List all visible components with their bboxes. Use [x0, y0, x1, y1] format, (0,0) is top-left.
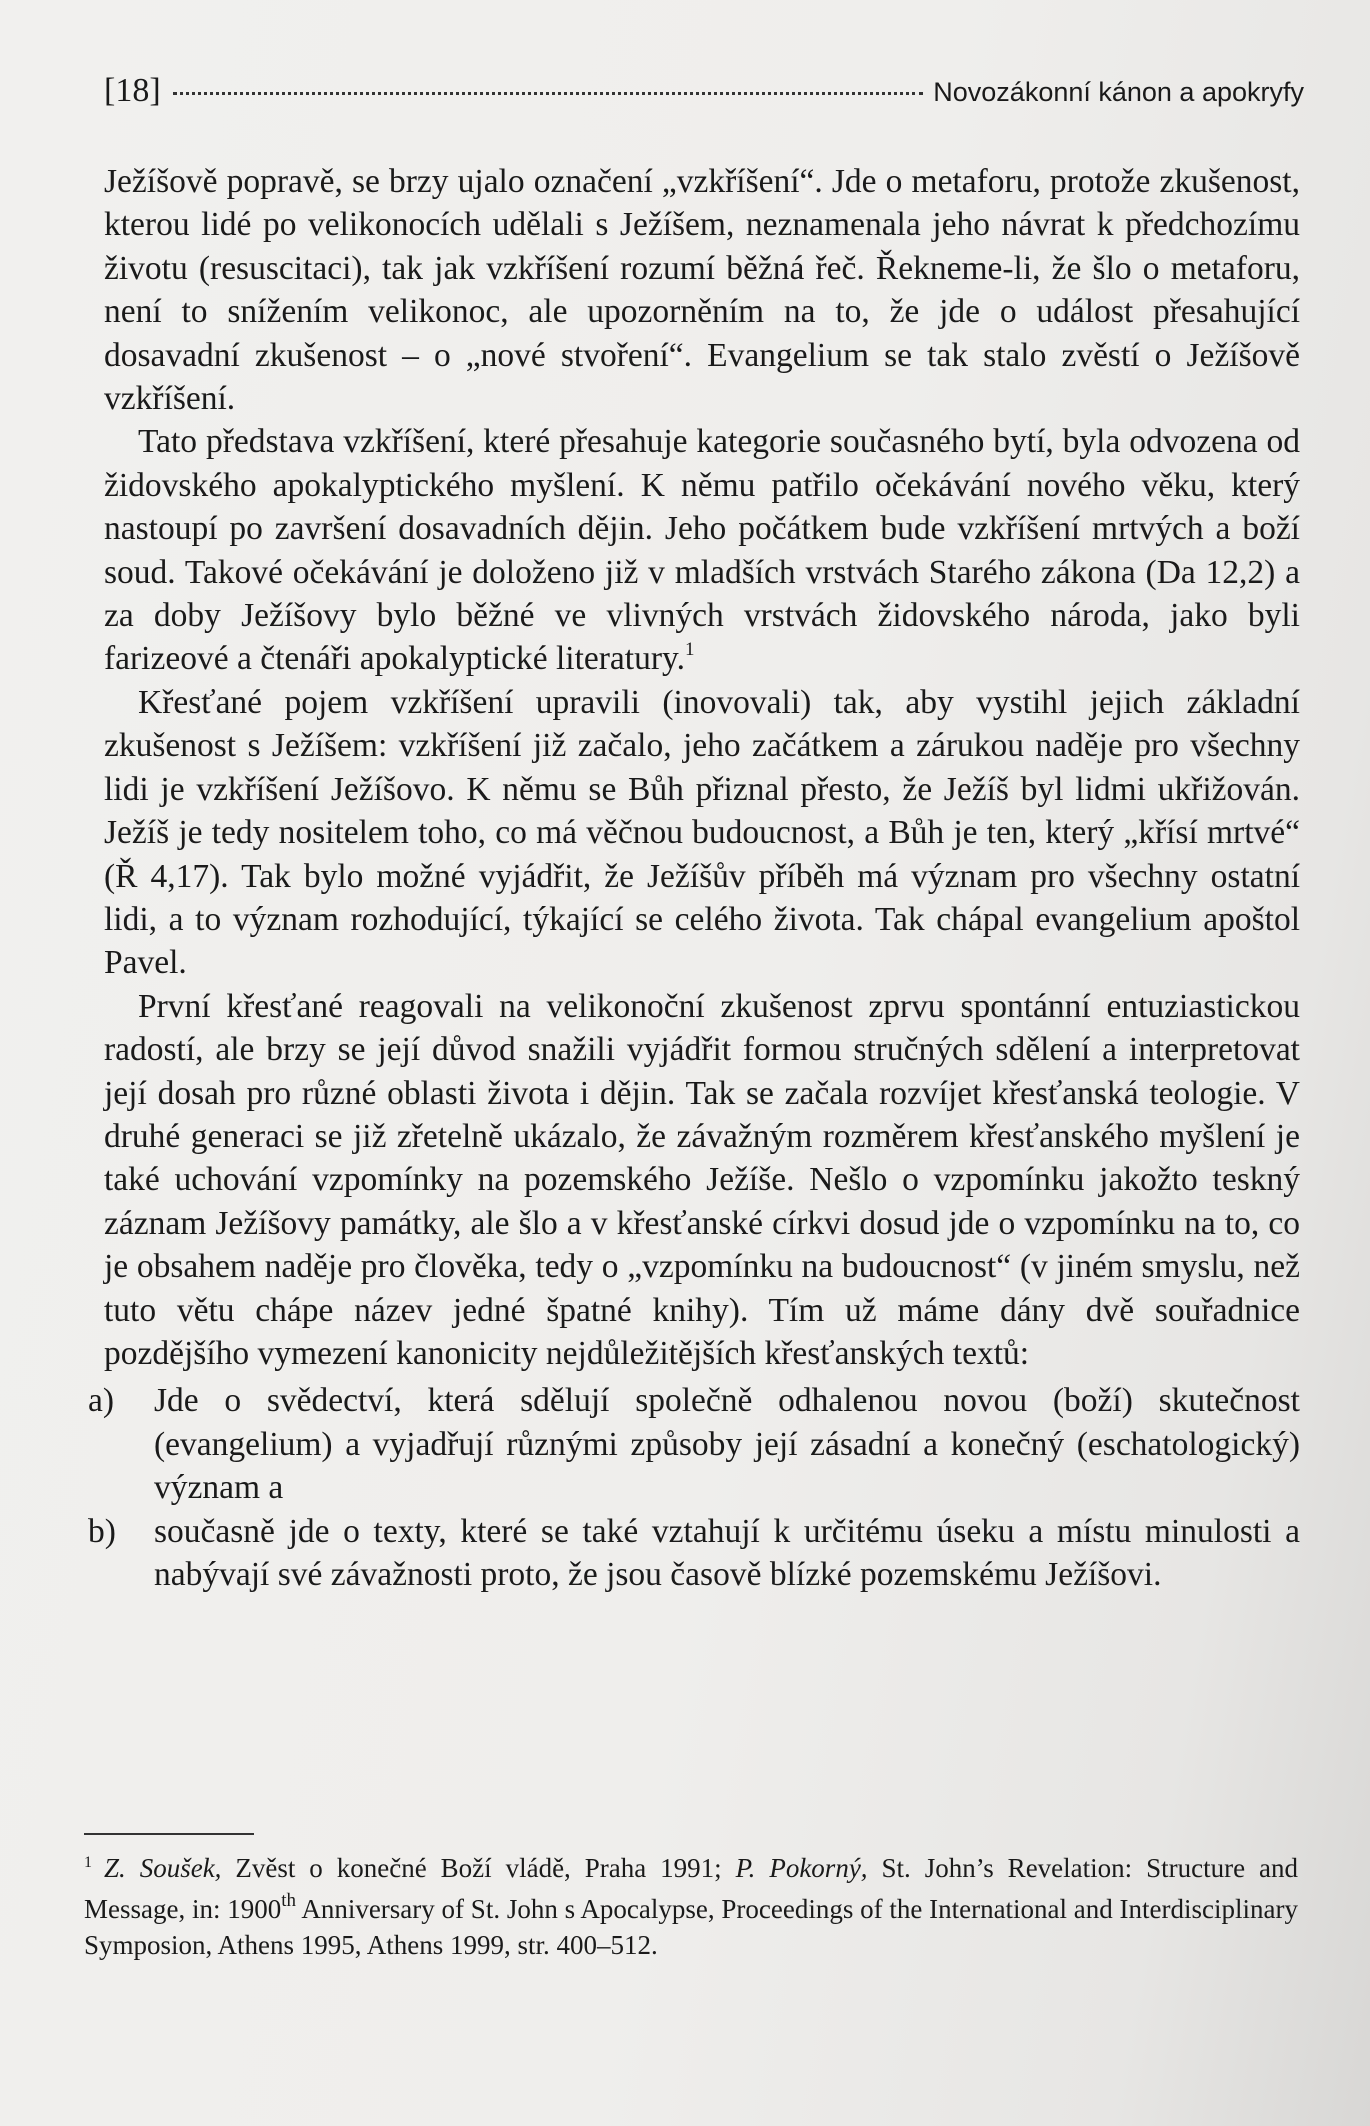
paragraph-text: Tato představa vzkříšení, které přesahuje kategorie současného bytí, byla odvozena od židovského apokalyptického myšlení. K němu patřilo očekávání nového věku, který nastoupí po završení dosavadních dějin. Jeho počátkem bude vzkříšení mrtvých a boží soud. Takové očekávání je doloženo již v mladších vrstvách Starého zákona (Da 12,2) a za doby Ježíšovy bylo běžné ve vlivných vrstvách židovského národa, jako byli farizeové a čtenáři apokalyptické literatury. — [104, 423, 1300, 678]
running-title: Novozákonní kánon a apokryfy — [933, 77, 1304, 107]
footnote-number: 1 — [84, 1854, 92, 1871]
dot-leader — [173, 92, 924, 95]
footnote-reference: 1 — [684, 639, 695, 661]
footnote-author: P. Pokorný, — [735, 1853, 868, 1883]
paragraph: Křesťané pojem vzkříšení upravili (inovovali) tak, aby vystihl jejich základní zkušenost s Ježíšem: vzkříšení již začalo, jeho začátkem a zárukou naděje pro všechny lidi je vzkříšení Ježíšovo. K němu se Bůh přiznal přesto, že Ježíš byl lidmi ukřižován. Ježíš je tedy nositelem toho, co má věčnou budoucnost, a Bůh je ten, který „křísí mrtvé“ (Ř 4,17). Tak bylo možné vyjádřit, že Ježíšův příběh má význam pro všechny ostatní lidi, a to význam rozhodující, týkající se celého života. Tak chápal evangelium apoštol Pavel. — [104, 683, 1300, 982]
paragraph: První křesťané reagovali na velikonoční zkušenost zprvu spontánní entuziastickou radostí, ale brzy se její důvod snažili vyjádřit formou stručných sdělení a interpretovat její dosah pro různé oblasti života i dějin. Tak se začala rozvíjet křesťanská teologie. V druhé generaci se již zřetelně ukázalo, že závažným rozměrem křesťanského myšlení je také uchování vzpomínky na pozemského Ježíše. Nešlo o vzpomínku jakožto teskný záznam Ježíšovy památky, ale šlo a v křesťanské církvi dosud jde o vzpomínku na to, co je obsahem naděje pro člověka, tedy o „vzpomínku na budoucnost“ (v jiném smyslu, než tuto větu chápe název jedné špatné knihy). Tím už máme dány dvě souřadnice pozdějšího vymezení kanonicity nejdůležitějších křesťanských textů: — [104, 987, 1300, 1372]
body-text — [88, 160, 1300, 1596]
footnote-text: St. John’s Revelation: Structure and Message, in: 1900 — [84, 1853, 1298, 1924]
footnote-author: Z. Soušek, — [104, 1853, 222, 1883]
list-marker: b) — [88, 1512, 116, 1550]
criteria-list — [88, 1379, 1300, 1596]
list-marker: a) — [88, 1382, 115, 1420]
footnote-text: Zvěst o konečné Boží vládě, Praha 1991; — [221, 1853, 736, 1883]
list-item — [88, 1379, 1300, 1509]
footnote-text: Anniversary of St. John s Apocalypse, Proceedings of the International and Interdisciplinary Symposion, Athens 1995, Athens 1999, str. 400–512. — [84, 1894, 1298, 1960]
footnote — [84, 1850, 1298, 1963]
list-item — [88, 1510, 1300, 1597]
page-number: [18] — [104, 72, 161, 109]
footnote-divider — [84, 1833, 254, 1835]
list-item-text: současně jde o texty, které se také vztahují k určitému úseku a místu minulosti a nabývají své závažnosti proto, že jsou časově blízké pozemskému Ježíšovi. — [154, 1512, 1300, 1593]
footnote-superscript: th — [281, 1890, 297, 1911]
paragraph — [104, 420, 1300, 680]
paragraph: Ježíšově popravě, se brzy ujalo označení „vzkříšení“. Jde o metaforu, protože zkušenost, kterou lidé po velikonocích udělali s Ježíšem, neznamenala jeho návrat k předchozímu životu (resuscitaci), tak jak vzkříšení rozumí běžná řeč. Řekneme-li, že šlo o metaforu, není to snížením velikonoc, ale upozorněním na to, že jde o událost přesahující dosavadní zkušenost – o „nové stvoření“. Evangelium se tak stalo zvěstí o Ježíšově vzkříšení. — [104, 163, 1300, 418]
running-header — [104, 72, 1304, 116]
list-item-text: Jde o svědectví, která sdělují společně odhalenou novou (boží) skutečnost (evangelium) a vyjadřují různými způsoby její zásadní a konečný (eschatologický) význam a — [154, 1382, 1300, 1507]
